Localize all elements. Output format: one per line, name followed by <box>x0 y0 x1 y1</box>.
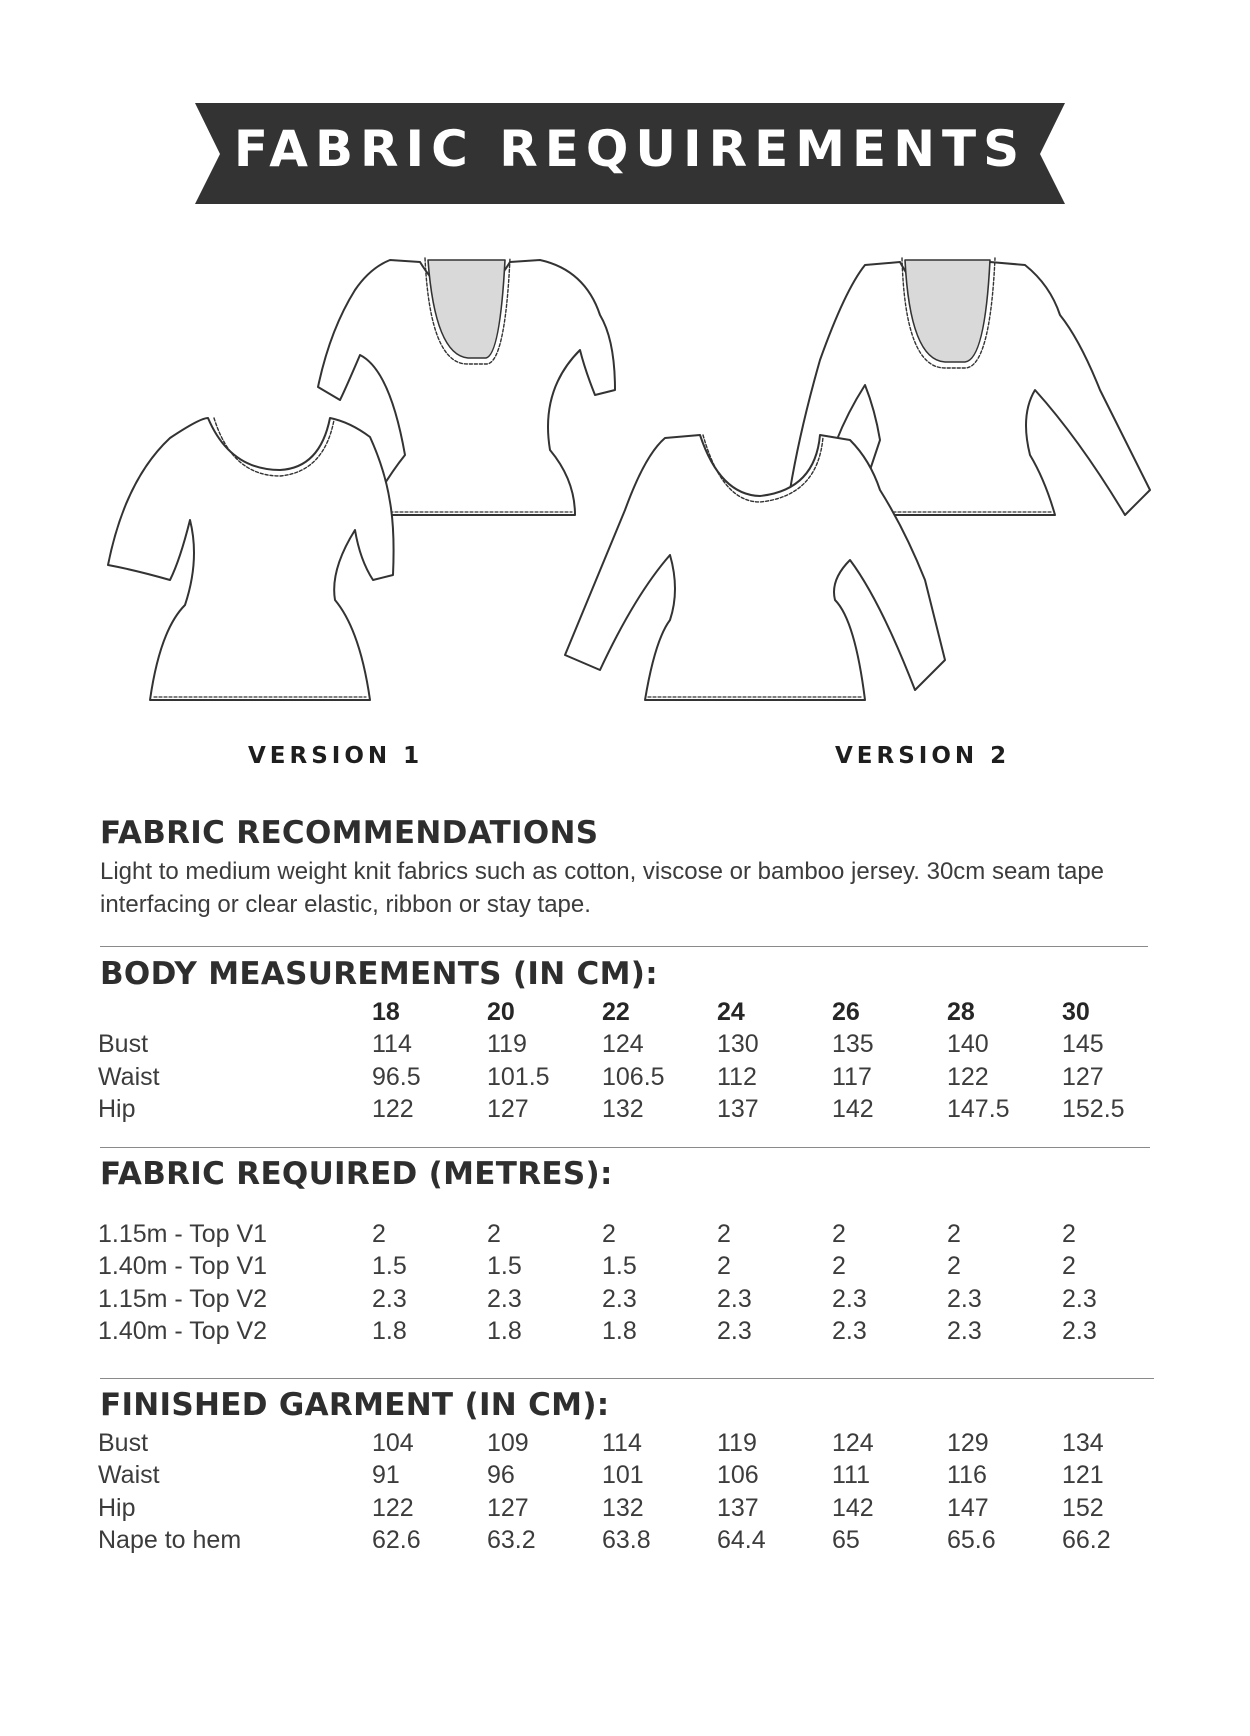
cell-value: 124 <box>832 1428 874 1457</box>
cell-value: 2 <box>602 1219 616 1248</box>
row-label: Waist <box>98 1062 160 1091</box>
table-row <box>98 1094 1177 1127</box>
cell-value: 2.3 <box>947 1284 982 1313</box>
cell-value: 111 <box>832 1461 871 1490</box>
table-row <box>98 1525 1177 1558</box>
recommendations-line-1: Light to medium weight knit fabrics such as cotton, viscose or bamboo jersey. 30cm seam tape <box>100 858 1105 885</box>
cell-value: 109 <box>487 1428 529 1457</box>
cell-value: 112 <box>717 1062 757 1091</box>
finished-garment-heading: FINISHED GARMENT (IN CM): <box>100 1387 610 1423</box>
cell-value: 2.3 <box>487 1284 522 1313</box>
cell-value: 2.3 <box>1062 1284 1097 1313</box>
cell-value: 1.8 <box>487 1317 522 1346</box>
row-label: 1.15m - Top V1 <box>98 1219 268 1248</box>
version1-front-illustration <box>108 418 394 700</box>
cell-value: 2 <box>832 1252 846 1281</box>
cell-value: 2 <box>832 1219 846 1248</box>
cell-value: 63.8 <box>602 1526 651 1555</box>
cell-value: 140 <box>947 1030 989 1059</box>
size-header-label <box>98 996 372 1029</box>
recommendations-text <box>100 855 1140 921</box>
table-row <box>98 1427 1177 1460</box>
cell-value: 132 <box>602 1095 644 1124</box>
cell-value: 127 <box>1062 1062 1104 1091</box>
size-header: 20 <box>487 997 515 1026</box>
cell-value: 63.2 <box>487 1526 536 1555</box>
cell-value: 1.8 <box>602 1317 637 1346</box>
finished-garment-table <box>98 1427 1177 1557</box>
cell-value: 96 <box>487 1461 515 1490</box>
cell-value: 2 <box>947 1219 961 1248</box>
size-header: 26 <box>832 997 860 1026</box>
cell-value: 2 <box>372 1219 386 1248</box>
cell-value: 145 <box>1062 1030 1104 1059</box>
cell-value: 134 <box>1062 1428 1104 1457</box>
cell-value: 66.2 <box>1062 1526 1111 1555</box>
body-measurements-heading: BODY MEASUREMENTS (IN CM): <box>100 956 658 992</box>
cell-value: 121 <box>1062 1461 1104 1490</box>
size-header: 28 <box>947 997 975 1026</box>
row-label: Hip <box>98 1095 136 1124</box>
table-row <box>98 1061 1177 1094</box>
cell-value: 106 <box>717 1461 759 1490</box>
size-header: 18 <box>372 997 400 1026</box>
cell-value: 142 <box>832 1493 874 1522</box>
cell-value: 152 <box>1062 1493 1104 1522</box>
version2-label: VERSION 2 <box>835 743 1011 769</box>
table-row <box>98 1029 1177 1062</box>
garment-illustrations <box>0 240 1250 720</box>
row-label: Bust <box>98 1428 149 1457</box>
row-label: 1.40m - Top V1 <box>98 1252 268 1281</box>
cell-value: 62.6 <box>372 1526 421 1555</box>
cell-value: 2 <box>717 1219 731 1248</box>
cell-value: 135 <box>832 1030 874 1059</box>
table-row <box>98 1492 1177 1525</box>
table-row <box>98 1460 1177 1493</box>
cell-value: 152.5 <box>1062 1095 1125 1124</box>
cell-value: 2 <box>1062 1219 1076 1248</box>
size-header: 24 <box>717 997 745 1026</box>
cell-value: 2.3 <box>372 1284 407 1313</box>
body-measurements-table <box>98 996 1177 1126</box>
cell-value: 122 <box>372 1493 414 1522</box>
version1-label: VERSION 1 <box>248 743 424 769</box>
cell-value: 122 <box>372 1095 414 1124</box>
table-row <box>98 1283 1177 1316</box>
cell-value: 119 <box>717 1428 757 1457</box>
fabric-required-table <box>98 1218 1177 1348</box>
cell-value: 119 <box>487 1030 527 1059</box>
row-label: Bust <box>98 1030 149 1059</box>
cell-value: 2.3 <box>832 1284 867 1313</box>
cell-value: 129 <box>947 1428 989 1457</box>
cell-value: 2 <box>487 1219 501 1248</box>
cell-value: 116 <box>947 1461 987 1490</box>
cell-value: 132 <box>602 1493 644 1522</box>
cell-value: 2.3 <box>1062 1317 1097 1346</box>
divider <box>100 1378 1154 1379</box>
cell-value: 65 <box>832 1526 860 1555</box>
row-label: 1.40m - Top V2 <box>98 1317 268 1346</box>
table-row <box>98 1316 1177 1349</box>
cell-value: 142 <box>832 1095 874 1124</box>
cell-value: 2 <box>1062 1252 1076 1281</box>
fabric-required-heading: FABRIC REQUIRED (METRES): <box>100 1156 613 1192</box>
cell-value: 64.4 <box>717 1526 766 1555</box>
cell-value: 127 <box>487 1095 529 1124</box>
cell-value: 1.5 <box>372 1252 407 1281</box>
cell-value: 124 <box>602 1030 644 1059</box>
cell-value: 2.3 <box>602 1284 637 1313</box>
cell-value: 137 <box>717 1493 759 1522</box>
recommendations-line-2: interfacing or clear elastic, ribbon or stay tape. <box>100 891 591 918</box>
cell-value: 2 <box>717 1252 731 1281</box>
cell-value: 117 <box>832 1062 872 1091</box>
row-label: Nape to hem <box>98 1526 242 1555</box>
cell-value: 2.3 <box>832 1317 867 1346</box>
cell-value: 91 <box>372 1461 400 1490</box>
size-header: 30 <box>1062 997 1090 1026</box>
cell-value: 147.5 <box>947 1095 1010 1124</box>
cell-value: 2.3 <box>717 1284 752 1313</box>
row-label: Hip <box>98 1493 136 1522</box>
recommendations-heading: FABRIC RECOMMENDATIONS <box>100 815 599 851</box>
size-header-row <box>98 996 1177 1029</box>
divider <box>100 946 1148 947</box>
cell-value: 106.5 <box>602 1062 665 1091</box>
cell-value: 122 <box>947 1062 989 1091</box>
size-header: 22 <box>602 997 630 1026</box>
table-row <box>98 1218 1177 1251</box>
cell-value: 101 <box>602 1461 644 1490</box>
table-row <box>98 1251 1177 1284</box>
cell-value: 130 <box>717 1030 759 1059</box>
cell-value: 65.6 <box>947 1526 996 1555</box>
title-banner <box>0 0 1250 230</box>
cell-value: 101.5 <box>487 1062 550 1091</box>
cell-value: 1.8 <box>372 1317 407 1346</box>
cell-value: 1.5 <box>487 1252 522 1281</box>
cell-value: 147 <box>947 1493 989 1522</box>
page-title: FABRIC REQUIREMENTS <box>233 120 1027 178</box>
cell-value: 1.5 <box>602 1252 637 1281</box>
cell-value: 114 <box>372 1030 412 1059</box>
cell-value: 137 <box>717 1095 759 1124</box>
cell-value: 96.5 <box>372 1062 421 1091</box>
row-label: Waist <box>98 1461 160 1490</box>
cell-value: 2 <box>947 1252 961 1281</box>
cell-value: 127 <box>487 1493 529 1522</box>
cell-value: 104 <box>372 1428 414 1457</box>
row-label: 1.15m - Top V2 <box>98 1284 268 1313</box>
divider <box>100 1147 1150 1148</box>
cell-value: 2.3 <box>947 1317 982 1346</box>
cell-value: 2.3 <box>717 1317 752 1346</box>
cell-value: 114 <box>602 1428 642 1457</box>
